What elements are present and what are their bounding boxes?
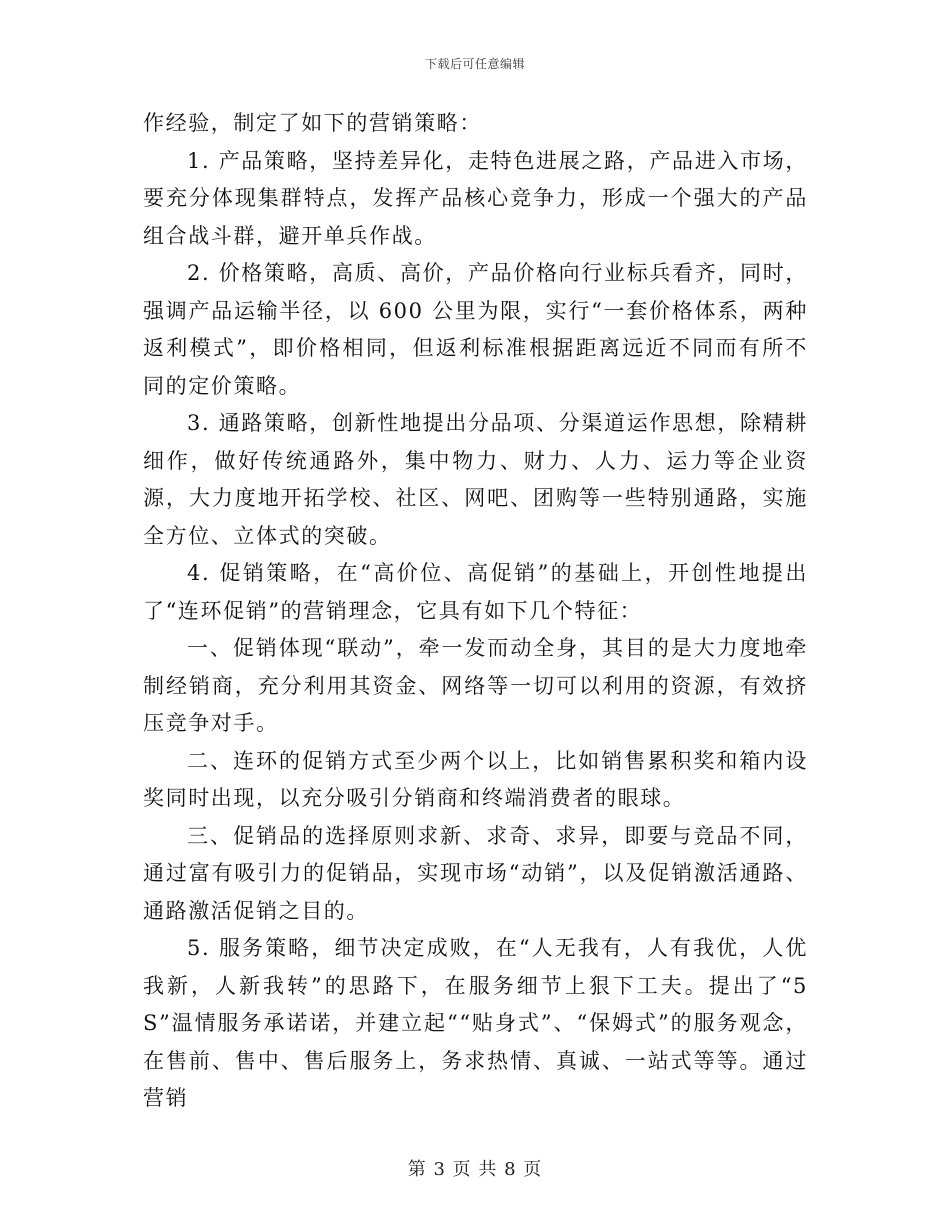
paragraph-feature-three: 三、促销品的选择原则求新、求奇、求异，即要与竞品不同，通过富有吸引力的促销品，实现市场“动销”，以及促销激活通路、通路激活促销之目的。 <box>143 823 808 923</box>
paragraph-promotion-strategy: 4. 促销策略，在“高价位、高促销”的基础上，开创性地提出了“连环促销”的营销理念，它具有如下几个特征： <box>143 561 808 623</box>
paragraph-feature-one: 一、促销体现“联动”，牵一发而动全身，其目的是大力度地牵制经销商，充分利用其资金、网络等一切可以利用的资源，有效挤压竞争对手。 <box>143 636 808 735</box>
paragraph-service-strategy: 5. 服务策略，细节决定成败，在“人无我有，人有我优，人优我新，人新我转”的思路下，在服务细节上狠下工夫。提出了“5S”温情服务承诺诺，并建立起““贴身式”、“保姆式”的服务观念，在售前、售中、售后服务上，务求热情、真诚、一站式等等。通过营销 <box>143 936 808 1110</box>
paragraph-price-strategy: 2. 价格策略，高质、高价，产品价格向行业标兵看齐，同时，强调产品运输半径，以 600 公里为限，实行“一套价格体系，两种返利模式”，即价格相同，但返利标准根据距离远近不同而有所不同的定价策略。 <box>143 261 808 398</box>
paragraph-feature-two: 二、连环的促销方式至少两个以上，比如销售累积奖和箱内设奖同时出现，以充分吸引分销商和终端消费者的眼球。 <box>143 748 808 810</box>
page-footer <box>0 1155 950 1181</box>
page-number-label: 第 3 页 共 8 页 <box>407 1159 543 1180</box>
paragraph-channel-strategy: 3. 通路策略，创新性地提出分品项、分渠道运作思想，除精耕细作，做好传统通路外，集中物力、财力、人力、运力等企业资源，大力度地开拓学校、社区、网吧、团购等一些特别通路，实施全方位、立体式的突破。 <box>143 411 808 548</box>
page-header: 下载后可任意编辑 <box>424 57 525 71</box>
paragraph-continuation: 作经验，制定了如下的营销策略： <box>143 111 482 135</box>
document-body <box>143 105 808 1118</box>
paragraph-product-strategy: 1. 产品策略，坚持差异化，走特色进展之路，产品进入市场，要充分体现集群特点，发挥产品核心竞争力，形成一个强大的产品组合战斗群，避开单兵作战。 <box>143 148 808 248</box>
